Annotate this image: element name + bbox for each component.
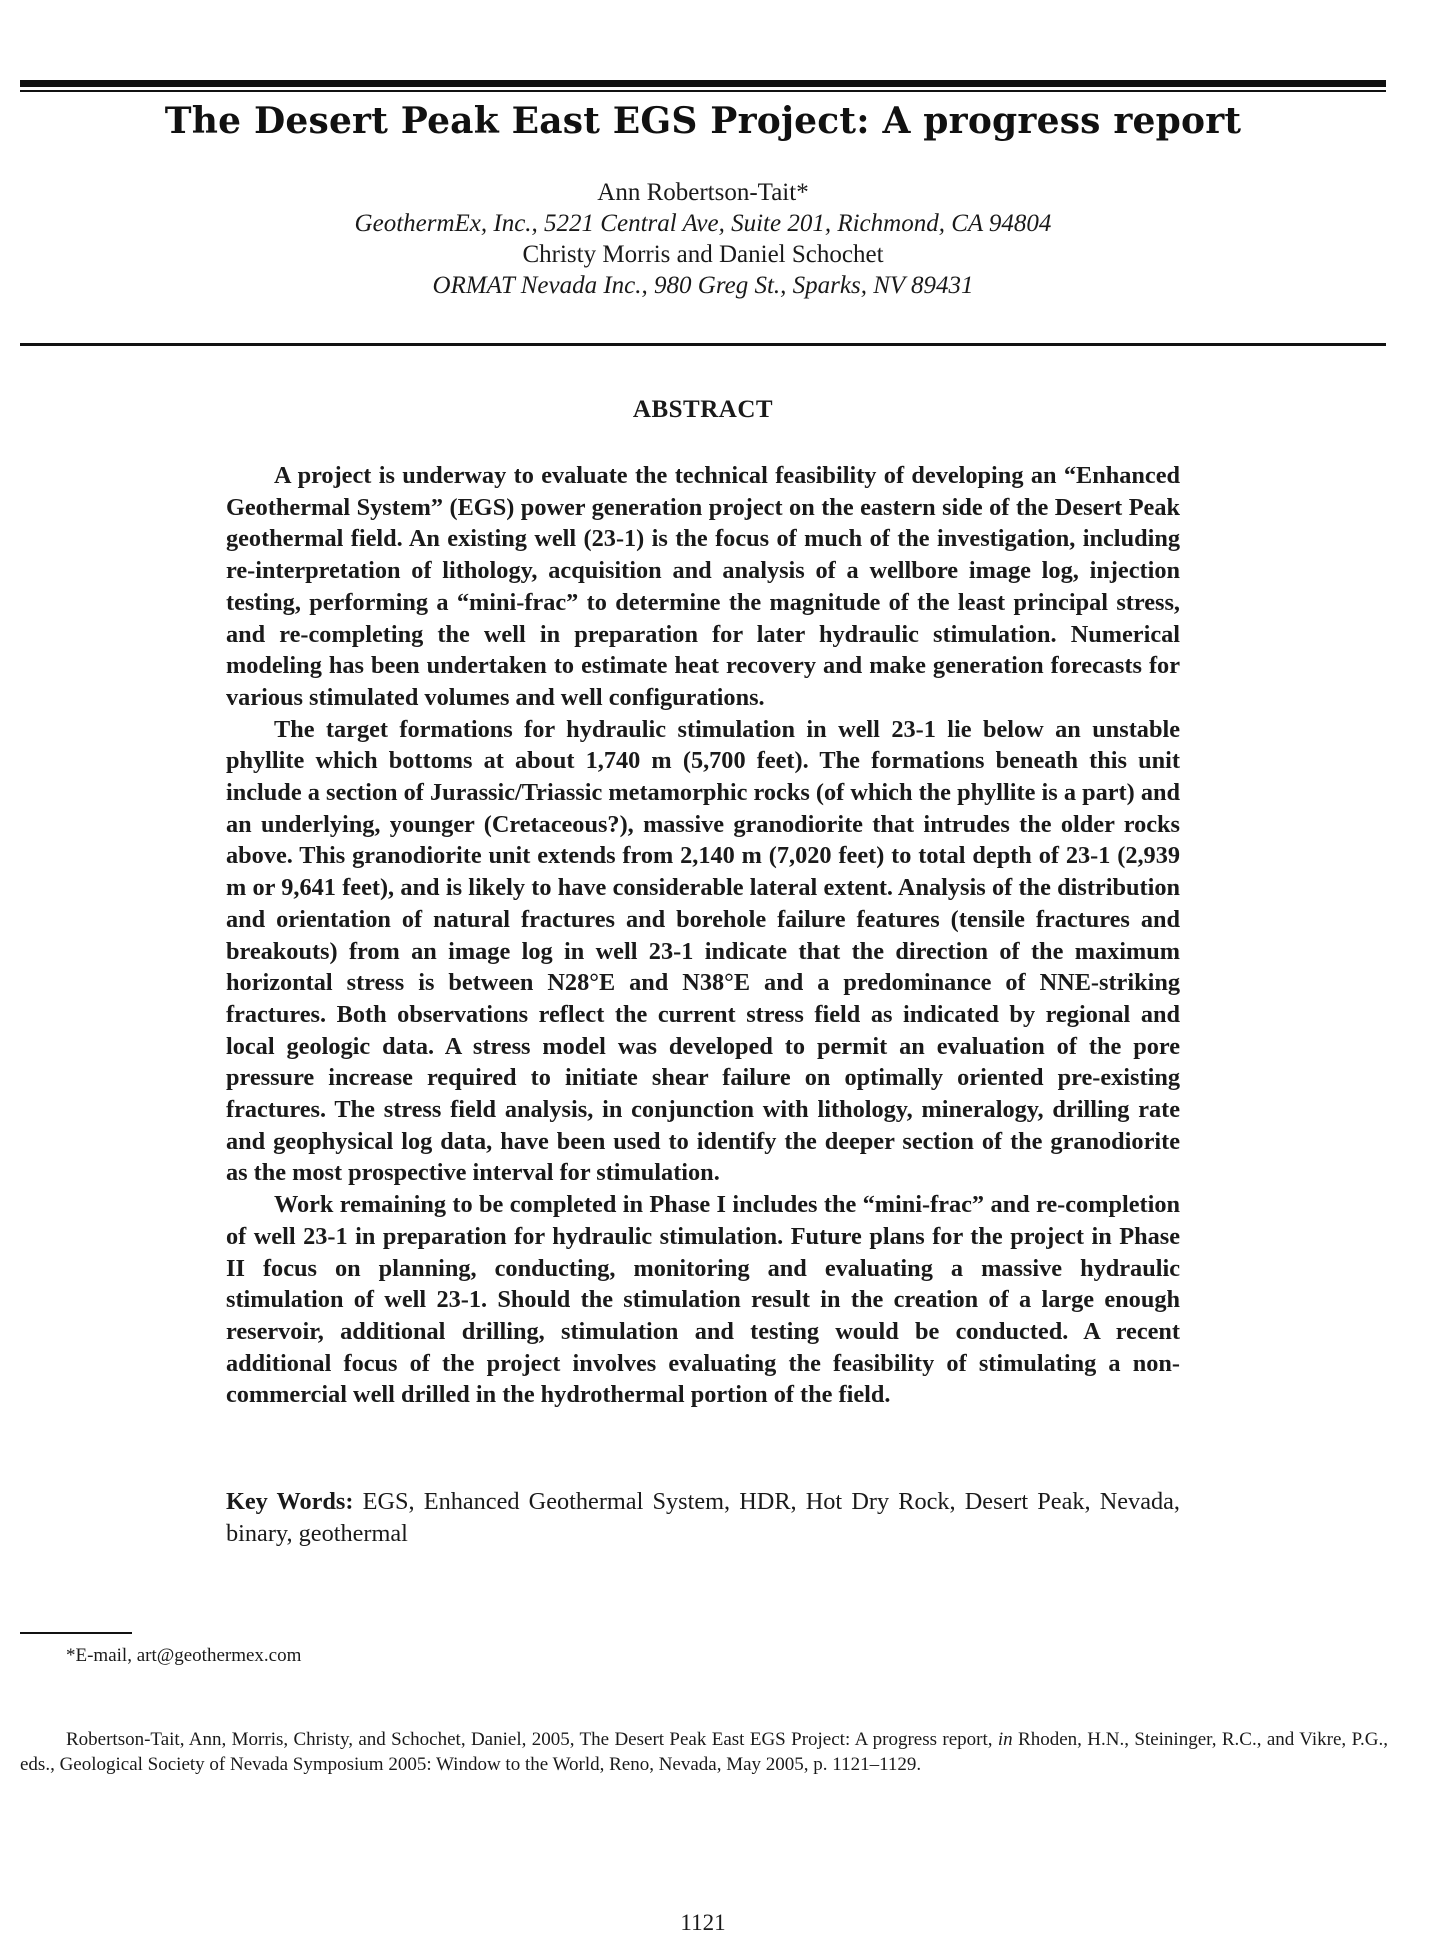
header-bottom-rule [20, 343, 1386, 346]
citation-in: in [997, 1729, 1013, 1750]
abstract-paragraph: A project is underway to evaluate the technical feasibility of developing an “Enhanced Geothermal System” (EGS) power generation project on the eastern side of the Desert Peak geothermal field. An existing well (23-1) is the focus of much of the investigation, including re-interpretation of lithology, acquisition and analysis of a wellbore image log, injection testing, performing a “mini-frac” to determine the magnitude of the least principal stress, and re-completing the well in preparation for later hydraulic stimulation. Numerical modeling has been undertaken to estimate heat recovery and make generation forecasts for various stimulated volumes and well configurations. [226, 462, 1180, 711]
keywords-label: Key Words: [226, 1488, 354, 1515]
footnote-rule [20, 1632, 132, 1634]
abstract-paragraph: Work remaining to be completed in Phase I includes the “mini-frac” and re-completion of well 23-1 in preparation for hydraulic stimulation. Future plans for the project in Phase II focus on planning, conducting, monitoring and evaluating a massive hydraulic stimulation of well 23-1. Should the stimulation result in the creation of a large enough reservoir, additional drilling, stimulation and testing would be conducted. A recent additional focus of the project involves evaluating the feasibility of stimulating a non-commercial well drilled in the hydrothermal portion of the field. [226, 1191, 1180, 1409]
author-name: Christy Morris and Daniel Schochet [522, 241, 884, 268]
footnote-email: *E-mail, art@geothermex.com [66, 1645, 302, 1666]
keywords-list: EGS, Enhanced Geothermal System, HDR, Hot Dry Rock, Desert Peak, Nevada, binary, geothermal [226, 1488, 1180, 1547]
header-rule-thick [20, 80, 1386, 87]
author-affiliation: GeothermEx, Inc., 5221 Central Ave, Suite 201, Richmond, CA 94804 [354, 210, 1052, 237]
paper-title: The Desert Peak East EGS Project: A progress report [164, 100, 1242, 142]
keywords [226, 1486, 1180, 1549]
citation [20, 1727, 1388, 1777]
page-number: 1121 [680, 1910, 726, 1935]
author-block [0, 177, 1406, 301]
abstract-heading: ABSTRACT [632, 396, 774, 423]
citation-text: Robertson-Tait, Ann, Morris, Christy, and Schochet, Daniel, 2005, The Desert Peak East EGS Project: A progress report, [66, 1729, 998, 1750]
citation-text-rest: Rhoden, H.N., Steininger, R.C., and Vikre, P.G., eds., Geological Society of Nevada Symposium 2005: Window to the World, Reno, Nevada, May 2005, p. 1121–1129. [20, 1729, 1388, 1775]
author-affiliation: ORMAT Nevada Inc., 980 Greg St., Sparks, NV 89431 [432, 272, 974, 299]
abstract-paragraph: The target formations for hydraulic stimulation in well 23-1 lie below an unstable phyllite which bottoms at about 1,740 m (5,700 feet). The formations beneath this unit include a section of Jurassic/Triassic metamorphic rocks (of which the phyllite is a part) and an underlying, younger (Cretaceous?), massive granodiorite that intrudes the older rocks above. This granodiorite unit extends from 2,140 m (7,020 feet) to total depth of 23-1 (2,939 m or 9,641 feet), and is likely to have considerable lateral extent. Analysis of the distribution and orientation of natural fractures and borehole failure features (tensile fractures and breakouts) from an image log in well 23-1 indicate that the direction of the maximum horizontal stress is between N28°E and N38°E and a predominance of NNE-striking fractures. Both observations reflect the current stress field as indicated by regional and local geologic data. A stress model was developed to permit an evaluation of the pore pressure increase required to initiate shear failure on optimally oriented pre-existing fractures. The stress field analysis, in conjunction with lithology, mineralogy, drilling rate and geophysical log data, have been used to identify the deeper section of the granodiorite as the most prospective interval for stimulation. [226, 715, 1180, 1187]
header-rule-thin [20, 90, 1386, 92]
author-name: Ann Robertson-Tait* [597, 179, 809, 206]
abstract-body [226, 460, 1180, 1411]
